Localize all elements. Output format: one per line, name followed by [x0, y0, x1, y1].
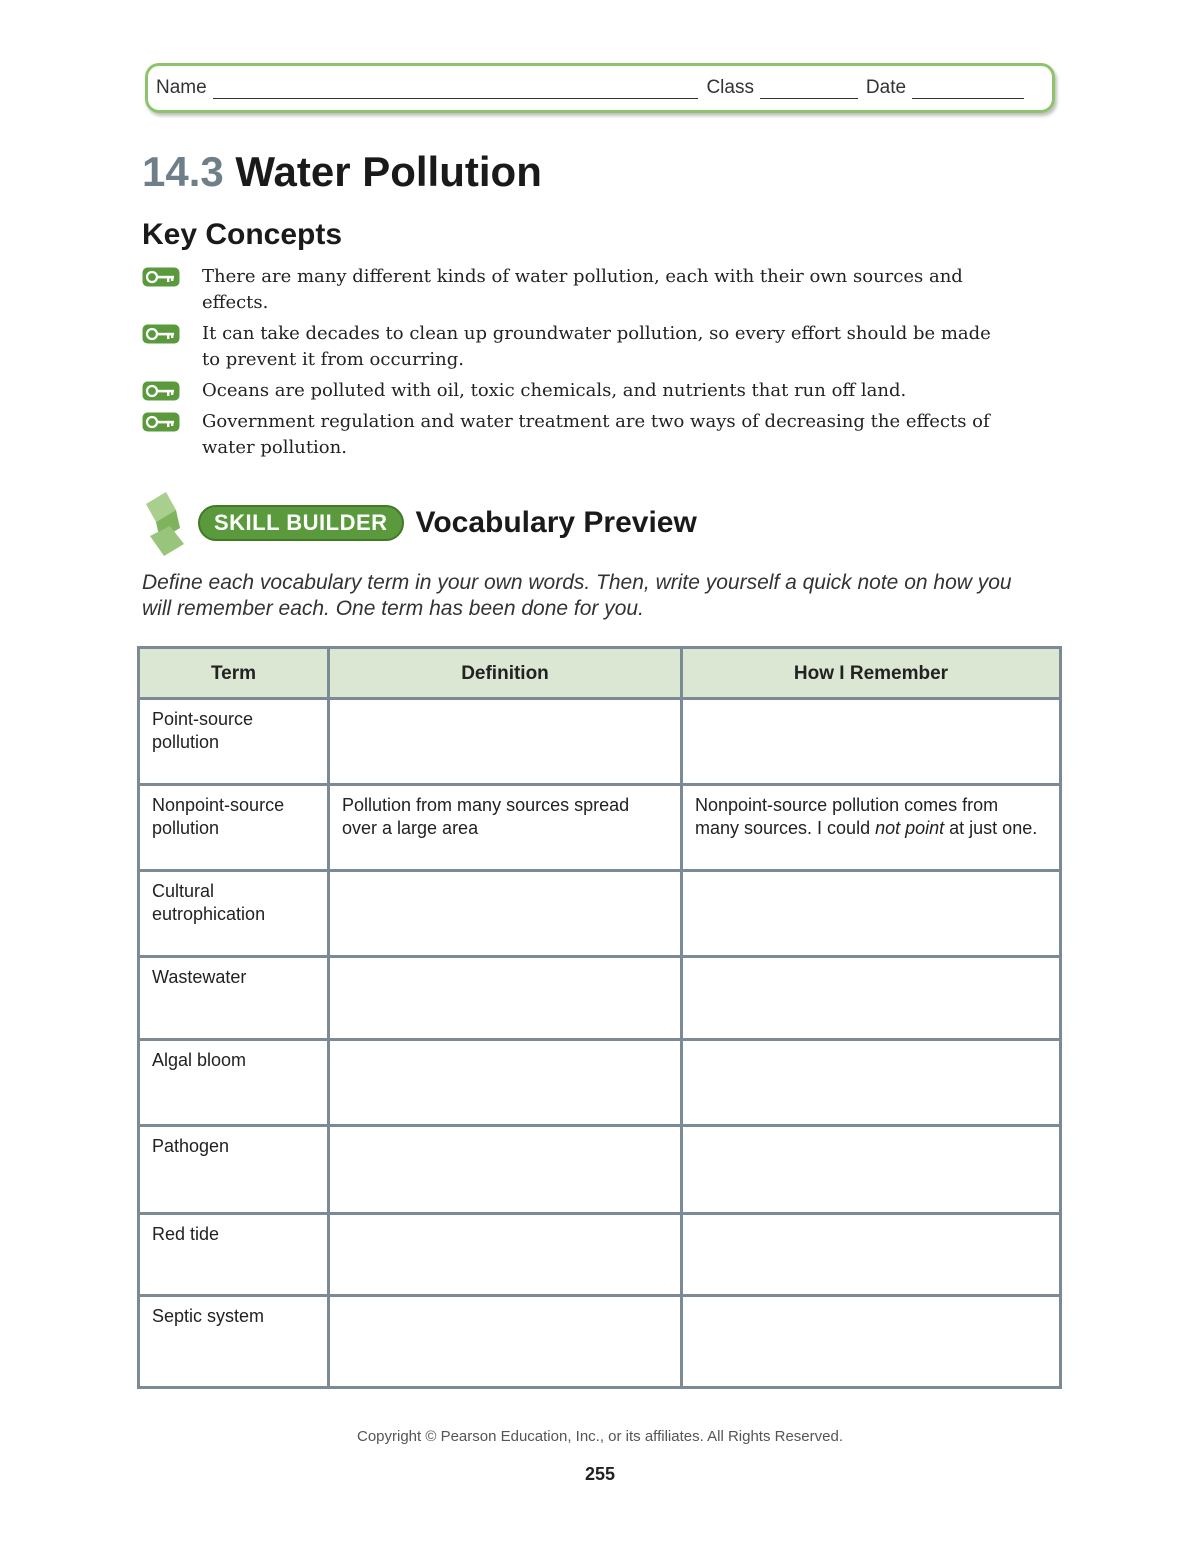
skill-builder-header — [140, 488, 697, 558]
class-label: Class — [706, 77, 754, 98]
student-info-box — [145, 63, 1055, 113]
class-field[interactable] — [760, 78, 858, 99]
key-concept-item — [142, 264, 1012, 316]
page-title — [142, 148, 542, 196]
term-cell: Cultural eutrophication — [139, 871, 329, 957]
instructions: Define each vocabulary term in your own words. Then, write yourself a quick note on how you will remember each. One term has been done for you. — [142, 571, 1012, 620]
how-i-remember-cell[interactable] — [682, 871, 1061, 957]
definition-cell[interactable]: Pollution from many sources spread over a large area — [329, 785, 682, 871]
term-cell: Wastewater — [139, 957, 329, 1040]
table-row — [139, 1040, 1061, 1126]
key-icon — [142, 412, 180, 432]
definition-cell[interactable] — [329, 1126, 682, 1214]
name-label: Name — [156, 77, 207, 98]
vocabulary-table — [137, 646, 1062, 1389]
key-icon — [142, 381, 180, 401]
key-concept-text: Government regulation and water treatment are two ways of decreasing the effects of water pollution. — [202, 411, 990, 458]
remember-text-italic: not point — [875, 818, 945, 838]
section-number: 14.3 — [142, 148, 224, 195]
key-concept-item — [142, 321, 1012, 373]
table-row — [139, 1126, 1061, 1214]
definition-cell[interactable] — [329, 1296, 682, 1388]
header-how-i-remember: How I Remember — [682, 648, 1061, 699]
key-concept-text: There are many different kinds of water pollution, each with their own sources and effects. — [202, 266, 963, 313]
term-cell: Pathogen — [139, 1126, 329, 1214]
key-concept-text: It can take decades to clean up groundwater pollution, so every effort should be made to prevent it from occurring. — [202, 323, 991, 370]
key-concept-text: Oceans are polluted with oil, toxic chemicals, and nutrients that run off land. — [202, 380, 907, 401]
name-field[interactable] — [213, 78, 699, 99]
table-row — [139, 1214, 1061, 1296]
page-number: 255 — [584, 1464, 616, 1484]
definition-cell[interactable] — [329, 699, 682, 785]
table-row — [139, 957, 1061, 1040]
section-title: Water Pollution — [235, 148, 542, 195]
cubes-icon — [140, 488, 195, 558]
how-i-remember-cell[interactable] — [682, 957, 1061, 1040]
table-row — [139, 699, 1061, 785]
table-header-row — [139, 648, 1061, 699]
how-i-remember-cell[interactable] — [682, 785, 1061, 871]
key-concept-item — [142, 378, 1012, 404]
table-row — [139, 785, 1061, 871]
term-cell: Septic system — [139, 1296, 329, 1388]
table-row — [139, 1296, 1061, 1388]
how-i-remember-cell[interactable] — [682, 1126, 1061, 1214]
how-i-remember-cell[interactable] — [682, 1296, 1061, 1388]
key-concepts-heading: Key Concepts — [142, 218, 343, 251]
key-icon — [142, 324, 180, 344]
vocabulary-preview-title: Vocabulary Preview — [415, 506, 697, 539]
definition-cell[interactable] — [329, 871, 682, 957]
key-icon — [142, 267, 180, 287]
how-i-remember-cell[interactable] — [682, 1214, 1061, 1296]
key-concept-item — [142, 409, 1012, 461]
remember-text: at just one. — [944, 818, 1038, 838]
definition-cell[interactable] — [329, 1040, 682, 1126]
header-definition: Definition — [329, 648, 682, 699]
term-cell: Point-source pollution — [139, 699, 329, 785]
copyright-notice: Copyright © Pearson Education, Inc., or its affiliates. All Rights Reserved. — [356, 1428, 843, 1445]
term-cell: Nonpoint-source pollution — [139, 785, 329, 871]
table-row — [139, 871, 1061, 957]
how-i-remember-cell[interactable] — [682, 1040, 1061, 1126]
date-label: Date — [865, 77, 907, 98]
remember-text: Nonpoint-source pollution comes from many sources. I could — [695, 795, 999, 838]
how-i-remember-cell[interactable] — [682, 699, 1061, 785]
term-cell: Algal bloom — [139, 1040, 329, 1126]
skill-builder-badge: SKILL BUILDER — [198, 505, 404, 541]
definition-cell[interactable] — [329, 1214, 682, 1296]
date-field[interactable] — [912, 78, 1024, 99]
key-concepts-list — [142, 264, 1012, 466]
definition-cell[interactable] — [329, 957, 682, 1040]
header-term: Term — [139, 648, 329, 699]
term-cell: Red tide — [139, 1214, 329, 1296]
